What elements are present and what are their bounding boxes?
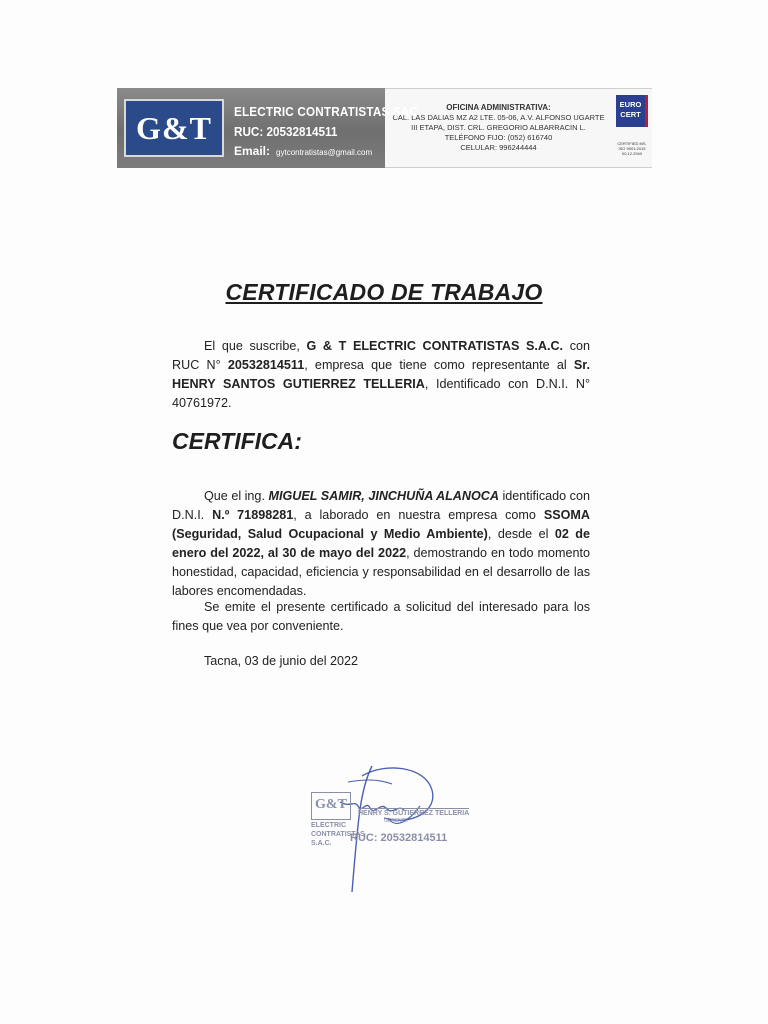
- stamp-company: ELECTRIC CONTRATISTAS S.A.C.: [311, 822, 365, 847]
- office-title: OFICINA ADMINISTRATIVA:: [446, 103, 551, 112]
- letterhead-office-block: [385, 88, 612, 168]
- date-line: Tacna, 03 de junio del 2022: [204, 654, 359, 668]
- stamp-signer-role: GERENTE: [384, 818, 409, 824]
- intro-paragraph: El que suscribe, G & T ELECTRIC CONTRATISTAS S.A.C. con RUC N° 20532814511, empresa que tiene como representante al Sr. HENRY SANTOS GUTIERREZ TELLERIA, Identificado con D.N.I. N° 40761972.: [172, 339, 591, 410]
- certification-text: CERTIFIED MS. ISO 9001:2015 00.12.2940: [617, 141, 647, 156]
- letterhead-company-block: [117, 88, 419, 168]
- certification-paragraph: Que el ing. MIGUEL SAMIR, JINCHUÑA ALANOCA identificado con D.N.I. N.º 71898281, a laborado en nuestra empresa como SSOMA (Seguridad, Salud Ocupacional y Medio Ambiente), desde el 02 de enero del 2022, al 30 de mayo del 2022, demostrando en todo momento honestidad, capacidad, eficiencia y responsabilidad en el desarrollo de las labores encomendadas.: [172, 489, 590, 598]
- company-logo: G&T: [124, 99, 224, 157]
- office-address-2: III ETAPA, DIST. CRL. GREGORIO ALBARRACIN L.: [411, 123, 586, 132]
- office-address-1: CAL. LAS DALIAS MZ A2 LTE. 05-06, A.V. ALFONSO UGARTE: [392, 113, 605, 122]
- company-email: Email: gytcontratistas@gmail.com: [234, 144, 373, 158]
- document-title: CERTIFICADO DE TRABAJO: [225, 279, 543, 305]
- certification-block: [612, 88, 652, 168]
- stamp-logo: G&T: [311, 792, 351, 820]
- company-ruc: RUC: 20532814511: [234, 124, 338, 139]
- purpose-paragraph: Se emite el presente certificado a solicitud del interesado para los fines que vea por conveniente.: [172, 600, 590, 633]
- certifica-heading: CERTIFICA:: [172, 428, 302, 454]
- company-stamp: [306, 790, 470, 860]
- stamp-signer-name: HENRY S. GUTIERREZ TELLERIA: [358, 810, 470, 817]
- company-name: ELECTRIC CONTRATISTAS SAC: [234, 104, 419, 119]
- eurocert-badge: EURO CERT: [616, 95, 648, 127]
- office-cell: CELULAR: 996244444: [460, 143, 537, 152]
- letterhead: [117, 88, 652, 168]
- stamp-ruc: RUC: 20532814511: [350, 832, 448, 844]
- office-phone: TELÉFONO FIJO: (052) 616740: [444, 133, 553, 142]
